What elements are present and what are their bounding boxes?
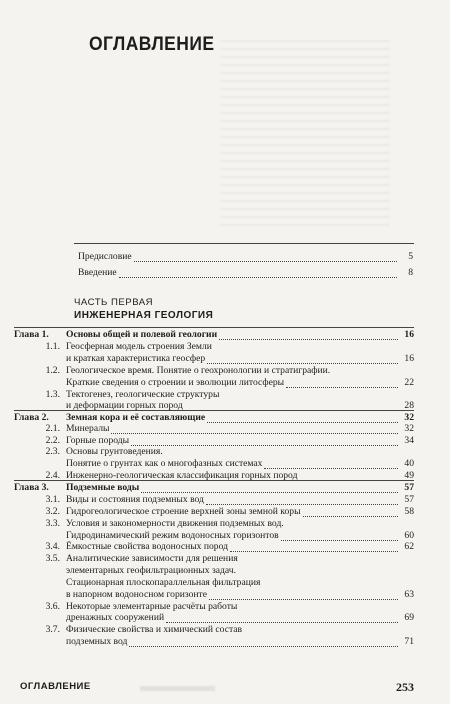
toc-entry-number: 1.1. (45, 341, 60, 352)
toc-chapter-entry (14, 329, 414, 341)
toc-entry-number: 3.2. (45, 506, 60, 517)
toc-entry-number: 3.6. (45, 601, 60, 612)
dot-leader (129, 638, 398, 647)
toc-entry-page: 16 (404, 329, 414, 340)
toc-entry-number: 2.4. (45, 470, 60, 481)
toc-entry-page: 22 (404, 377, 414, 388)
toc-entry-number: 1.2. (45, 365, 60, 376)
dot-leader (111, 425, 398, 434)
toc-entry (14, 365, 414, 377)
show-through-text (220, 40, 390, 230)
toc-entry (14, 341, 414, 353)
toc-entry-page: 34 (404, 435, 414, 446)
dot-leader (185, 402, 398, 411)
toc-entry-title: Введение (78, 267, 117, 278)
footer-show-through (140, 686, 215, 691)
toc-entry-title: Аналитические зависимости для решения (66, 553, 238, 564)
toc-entry-page: 57 (404, 494, 414, 505)
toc-entry-page: 28 (404, 400, 414, 411)
toc-entry-title: Инженерно-геологическая классификация горных пород (66, 470, 298, 481)
toc-entry-title: дренажных сооружений (66, 612, 165, 623)
toc-entry-number: 2.2. (45, 435, 60, 446)
toc-entry (14, 494, 414, 506)
toc-entry (14, 353, 414, 365)
toc-entry-title: Предисловие (78, 251, 132, 262)
top-rule (74, 243, 414, 244)
toc-entry-title: Геологическое время. Понятие о геохронологии и стратиграфии. (66, 365, 331, 376)
dot-leader (141, 484, 398, 493)
toc-entry-title: Условия и закономерности движения подземных вод. (66, 518, 284, 529)
toc-entry-title: Земная кора и её составляющие (66, 412, 206, 423)
toc-entry-title: элементарных геофильтрационных задач. (66, 565, 236, 576)
toc-entry-page: 57 (404, 482, 414, 493)
toc-entry-number: Глава 1. (14, 329, 49, 340)
part-label: ЧАСТЬ ПЕРВАЯ (74, 297, 154, 308)
toc-entry (14, 400, 414, 412)
toc-entry (14, 377, 414, 389)
toc-entry-title: Основы грунтоведения. (66, 446, 163, 457)
toc-entry-number: 3.3. (45, 518, 60, 529)
toc-entry-number: Глава 3. (14, 482, 49, 493)
chapter-rule (14, 327, 414, 328)
toc-entry-page: 60 (404, 530, 414, 541)
toc-entry-title: Стационарная плоскопараллельная фильтрация (66, 577, 261, 588)
toc-entry-title: Краткие сведения о строении и эволюции литосферы (66, 377, 285, 388)
toc-entry-number: 2.3. (45, 446, 60, 457)
toc-entry (14, 470, 414, 482)
dot-leader (207, 355, 398, 364)
toc-entry-title: Горные породы (66, 435, 130, 446)
dot-leader (134, 253, 397, 262)
toc-entry (14, 518, 414, 530)
toc-entry-number: 3.5. (45, 553, 60, 564)
toc-entry-title: Основы общей и полевой геологии (66, 329, 218, 340)
dot-leader (119, 269, 397, 278)
toc-entry-title: Подземные воды (66, 482, 140, 493)
toc-entry-title: и краткая характеристика геосфер (66, 353, 206, 364)
toc-entry (14, 458, 414, 470)
toc-entry-title: в напорном водоносном горизонте (66, 589, 207, 600)
toc-entry-title: Минералы (66, 423, 110, 434)
toc-entry-title: Гидрогеологическое строение верхней зоны земной коры (66, 506, 301, 517)
toc-front-entry (78, 267, 413, 279)
toc-entry-page: 69 (404, 612, 414, 623)
toc-entry (14, 541, 414, 553)
toc-entry-number: Глава 2. (14, 412, 49, 423)
toc-entry (14, 565, 414, 577)
toc-entry-title: и деформации горных пород (66, 400, 183, 411)
toc-entry-page: 32 (404, 412, 414, 423)
toc-entry-number: 3.1. (45, 494, 60, 505)
toc-entry-title: Физические свойства и химический состав (66, 624, 243, 635)
toc-entry (14, 446, 414, 458)
toc-entry-page: 63 (404, 589, 414, 600)
toc-entry (14, 423, 414, 435)
toc-entry-page: 71 (404, 636, 414, 647)
toc-entry (14, 506, 414, 518)
toc-entry-page: 32 (404, 423, 414, 434)
dot-leader (206, 496, 398, 505)
toc-entry-title: подземных вод (66, 636, 128, 647)
toc-entry-number: 2.1. (45, 423, 60, 434)
toc-entry (14, 577, 414, 589)
toc-entry-title: Виды и состояния подземных вод (66, 494, 204, 505)
dot-leader (207, 414, 398, 423)
page-number: 253 (396, 680, 414, 694)
toc-entry-page: 40 (404, 458, 414, 469)
dot-leader (131, 437, 398, 446)
toc-entry (14, 636, 414, 648)
dot-leader (166, 614, 398, 623)
toc-front-entry (78, 251, 413, 263)
dot-leader (264, 460, 398, 469)
toc-entry-page: 49 (404, 470, 414, 481)
toc-entry-number: 1.3. (45, 389, 60, 400)
toc-entry-number: 3.4. (45, 541, 60, 552)
dot-leader (209, 591, 398, 600)
toc-entry (14, 624, 414, 636)
dot-leader (299, 472, 398, 481)
part-title: ИНЖЕНЕРНАЯ ГЕОЛОГИЯ (74, 310, 214, 321)
dot-leader (219, 331, 398, 340)
toc-entry-page: 5 (408, 251, 413, 262)
page-title: ОГЛАВЛЕНИЕ (89, 34, 215, 55)
toc-entry-title: Геосферная модель строения Земли (66, 341, 212, 352)
dot-leader (286, 379, 398, 388)
toc-entry-title: Ёмкостные свойства водоносных пород (66, 541, 228, 552)
footer-running-head: ОГЛАВЛЕНИЕ (20, 681, 91, 692)
toc-chapter-entry (14, 482, 414, 494)
dot-leader (303, 508, 398, 517)
toc-entry (14, 589, 414, 601)
dot-leader (281, 532, 398, 541)
toc-entry-page: 62 (404, 541, 414, 552)
toc-entry-page: 8 (408, 267, 413, 278)
toc-entry-title: Гидродинамический режим водоносных горизонтов (66, 530, 279, 541)
toc-entry (14, 612, 414, 624)
toc-entry-page: 16 (404, 353, 414, 364)
toc-entry-page: 58 (404, 506, 414, 517)
toc-entry-title: Тектогенез, геологические структуры (66, 389, 220, 400)
toc-entry-title: Понятие о грунтах как о многофазных системах (66, 458, 263, 469)
dot-leader (230, 543, 398, 552)
toc-entry-title: Некоторые элементарные расчёты работы (66, 601, 238, 612)
toc-entry (14, 553, 414, 565)
toc-entry-number: 3.7. (45, 624, 60, 635)
